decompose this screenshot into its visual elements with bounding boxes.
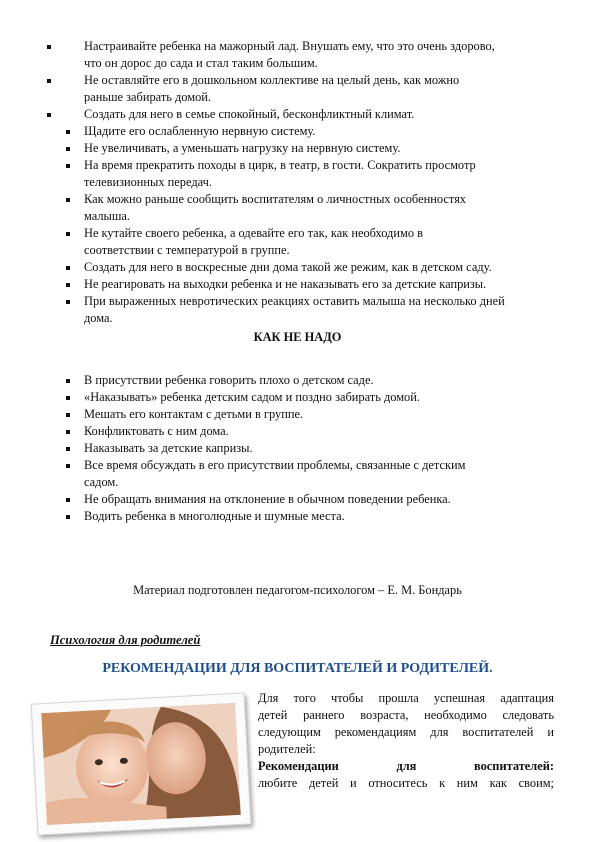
list-item-text: При выраженных невротических реакциях оставить малыша на несколько дней (84, 294, 505, 308)
list-item-text: Все время обсуждать в его присутствии проблемы, связанные с детским (84, 458, 466, 472)
author-credit: Материал подготовлен педагогом-психологом – Е. М. Бондарь (133, 583, 462, 597)
rec-heading-line (258, 758, 554, 775)
intro-line-4: родителей: (258, 742, 316, 756)
list-item-text: Мешать его контактам с детьми в группе. (84, 407, 304, 421)
bullet-icon (66, 164, 70, 168)
bullet-icon (66, 430, 70, 434)
intro-line-2: детей раннего возраста, необходимо следовать (258, 708, 554, 722)
intro-line-3: следующим рекомендациям для воспитателей и (258, 725, 554, 739)
list-item-text: Не кутайте своего ребенка, а одевайте его так, как необходимо в (84, 226, 423, 240)
list-item-text: Конфликтовать с ним дома. (84, 424, 229, 438)
bullet-icon (66, 147, 70, 151)
rec-heading-word-2: для (396, 759, 417, 773)
rec-heading-word-1: Рекомендации (258, 759, 339, 773)
bullet-icon (66, 396, 70, 400)
list-item-text: Наказывать за детские капризы. (84, 441, 253, 455)
bullet-icon (66, 283, 70, 287)
bullet-icon (66, 515, 70, 519)
list-item-text: Щадите его ослабленную нервную систему. (84, 124, 316, 138)
rec-line-1: любите детей и относитесь к ним как своим; (258, 776, 554, 790)
bullet-icon (66, 413, 70, 417)
list-item-text: Настраивайте ребенка на мажорный лад. Внушать ему, что это очень здорово, (84, 39, 495, 53)
list-item-text: Не оставляйте его в дошкольном коллективе на целый день, как можно (84, 73, 460, 87)
photo-illustration (41, 703, 241, 825)
bullet-icon (66, 447, 70, 451)
intro-paragraph (258, 690, 554, 792)
bullet-icon (66, 130, 70, 134)
bullet-icon (47, 45, 51, 49)
mother-child-photo (31, 692, 252, 835)
recommendations-title: РЕКОМЕНДАЦИИ ДЛЯ ВОСПИТАТЕЛЕЙ И РОДИТЕЛЕЙ. (102, 661, 493, 676)
list-item-text: телевизионных передач. (84, 175, 212, 189)
bullet-icon (66, 300, 70, 304)
list-item-text: Водить ребенка в многолюдные и шумные места. (84, 509, 345, 523)
list-item-text: Создать для него в семье спокойный, бесконфликтный климат. (84, 107, 415, 121)
list-item-text: соответствии с температурой в группе. (84, 243, 290, 257)
intro-line-1: Для того чтобы прошла успешная адаптация (258, 691, 554, 705)
bullet-icon (66, 232, 70, 236)
how-not-heading: КАК НЕ НАДО (253, 330, 342, 344)
list-item-text: Создать для него в воскресные дни дома такой же режим, как в детском саду. (84, 260, 492, 274)
bullet-icon (66, 266, 70, 270)
list-item-text: дома. (84, 311, 113, 325)
bullet-icon (66, 198, 70, 202)
bullet-icon (47, 113, 51, 117)
bullet-icon (47, 79, 51, 83)
list-item-text: малыша. (84, 209, 131, 223)
list-item-text: Не реагировать на выходки ребенка и не наказывать его за детские капризы. (84, 277, 487, 291)
list-item-text: садом. (84, 475, 119, 489)
list-item-text: На время прекратить походы в цирк, в театр, в гости. Сократить просмотр (84, 158, 476, 172)
section-title: Психология для родителей (50, 633, 201, 647)
bullet-icon (66, 464, 70, 468)
list-item-text: раньше забирать домой. (84, 90, 212, 104)
photo-image (41, 703, 241, 825)
list-item-text: В присутствии ребенка говорить плохо о детском саде. (84, 373, 374, 387)
list-item-text: Не обращать внимания на отклонение в обычном поведении ребенка. (84, 492, 451, 506)
bullet-icon (66, 498, 70, 502)
rec-heading-word-3: воспитателей: (474, 759, 554, 773)
bullet-icon (66, 379, 70, 383)
list-item-text: что он дорос до сада и стал таким большим. (84, 56, 318, 70)
list-item-text: Не увеличивать, а уменьшать нагрузку на нервную систему. (84, 141, 401, 155)
list-item-text: «Наказывать» ребенка детским садом и поздно забирать домой. (84, 390, 420, 404)
list-item-text: Как можно раньше сообщить воспитателям о личностных особенностях (84, 192, 466, 206)
